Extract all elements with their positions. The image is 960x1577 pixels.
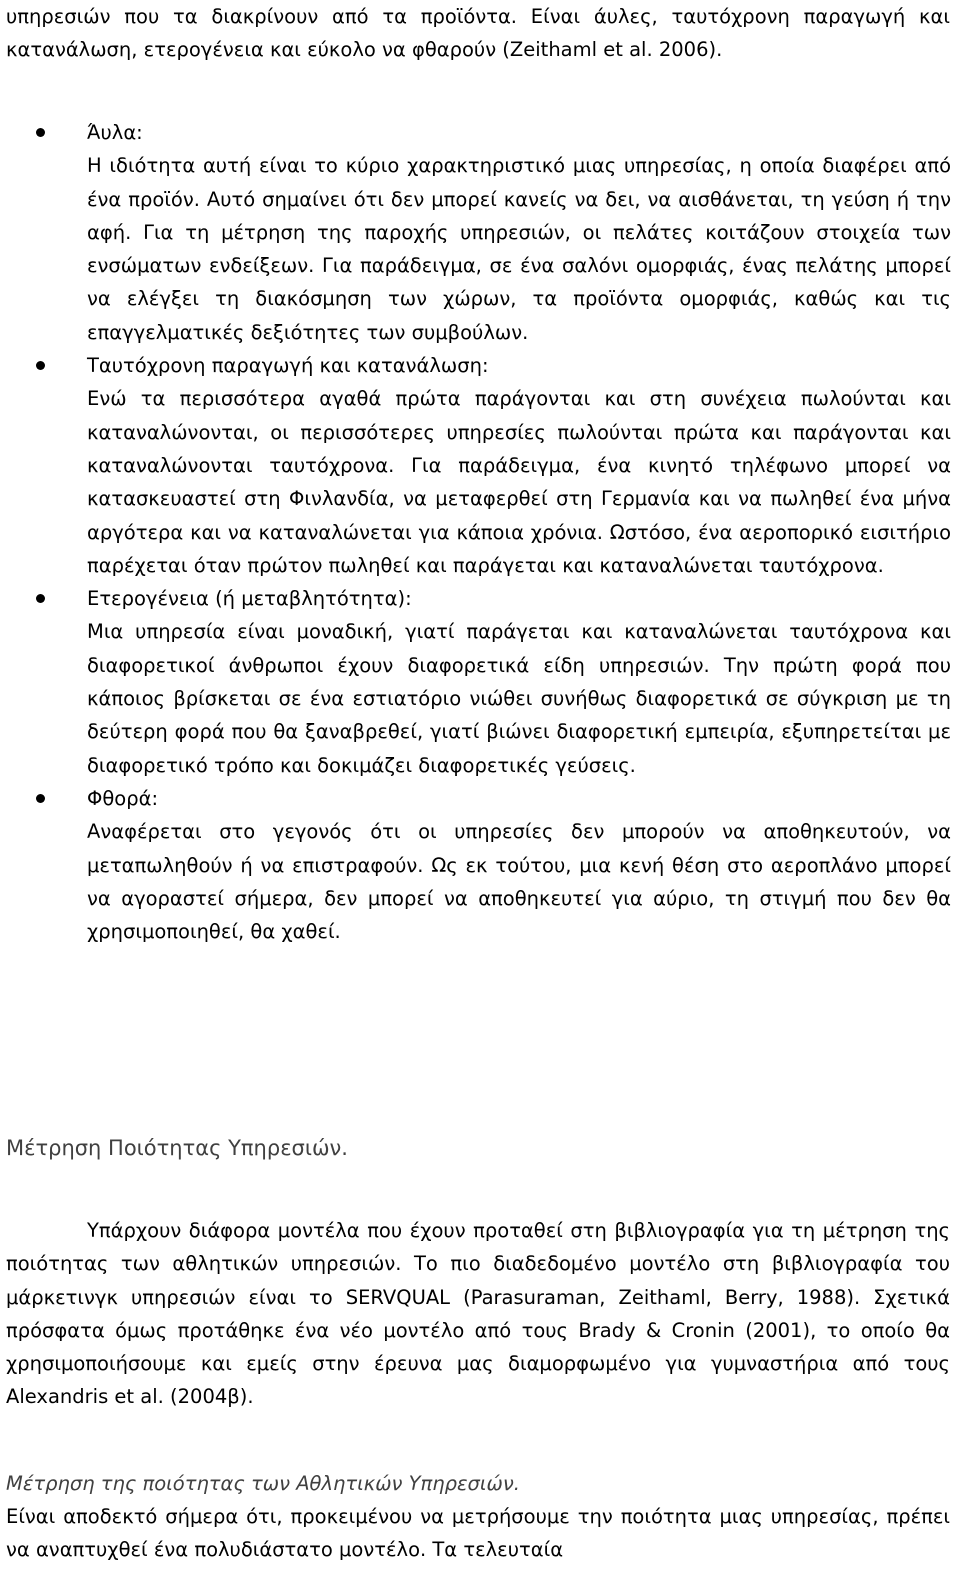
bullet-icon	[36, 594, 45, 603]
bullet-heading: Άυλα:	[87, 121, 143, 144]
final-paragraph: Είναι αποδεκτό σήμερα ότι, προκειμένου να μετρήσουμε την ποιότητα μιας υπηρεσίας, πρέπει να αναπτυχθεί ένα πολυδιάστατο μοντέλο. Τα τελευταία	[6, 1505, 950, 1562]
section-paragraph: Υπάρχουν διάφορα μοντέλα που έχουν προταθεί στη βιβλιογραφία για τη μέτρηση της ποιότητας των αθλητικών υπηρεσιών. Το πιο διαδεδομένο μοντέλο στη βιβλιογραφία του μάρκετινγκ υπηρεσιών είναι το SERVQUAL (Parasuraman, Zeithaml, Berry, 1988). Σχετικά πρόσφατα όμως προτάθηκε ένα νέο μοντέλο από τους Brady & Cronin (2001), το οποίο θα χρησιμοποιήσουμε και εμείς στην έρευνα μας διαμορφωμένο για γυμναστήρια από τους Alexandris et al. (2004β).	[6, 1219, 950, 1409]
section-heading: Μέτρηση Ποιότητας Υπηρεσιών.	[6, 1136, 348, 1160]
bullet-body: Ενώ τα περισσότερα αγαθά πρώτα παράγονται και στη συνέχεια πωλούνται και καταναλώνονται, οι περισσότερες υπηρεσίες πωλούνται πρώτα και παράγονται και καταναλώνονται ταυτόχρονα. Για παράδειγμα, ένα κινητό τηλέφωνο μπορεί να κατασκευαστεί στη Φινλανδία, να μεταφερθεί στη Γερμανία και να πωληθεί ένα μήνα αργότερα και να καταναλώνεται για κάποια χρόνια. Ωστόσο, ένα αεροπορικό εισιτήριο παρέχεται όταν πρώτον πωληθεί και παράγεται και καταναλώνεται ταυτόχρονα.	[87, 387, 951, 577]
intro-paragraph: υπηρεσιών που τα διακρίνουν από τα προϊόντα. Είναι άυλες, ταυτόχρονη παραγωγή και κατανάλωση, ετερογένεια και εύκολο να φθαρούν (Zeithaml et al. 2006).	[6, 5, 950, 62]
bullet-heading: Ταυτόχρονη παραγωγή και κατανάλωση:	[87, 354, 489, 378]
list-item	[0, 582, 951, 782]
list-item	[0, 782, 951, 948]
bullet-heading: Ετερογένεια (ή μεταβλητότητα):	[87, 587, 412, 611]
bullet-body: Η ιδιότητα αυτή είναι το κύριο χαρακτηριστικό μιας υπηρεσίας, η οποία διαφέρει από ένα προϊόν. Αυτό σημαίνει ότι δεν μπορεί κανείς να δει, να αισθάνεται, τη γεύση ή την αφή. Για τη μέτρηση της παροχής υπηρεσιών, οι πελάτες κοιτάζουν στοιχεία των ενσώματων ενδείξεων. Για παράδειγμα, σε ένα σαλόνι ομορφιάς, ένας πελάτης μπορεί να ελέγξει τη διακόσμηση των χώρων, τα προϊόντα ομορφιάς, καθώς και τις επαγγελματικές δεξιότητες των συμβούλων.	[87, 154, 951, 344]
bullet-body: Αναφέρεται στο γεγονός ότι οι υπηρεσίες δεν μπορούν να αποθηκευτούν, να μεταπωληθούν ή να επιστραφούν. Ως εκ τούτου, μια κενή θέση στο αεροπλάνο μπορεί να αγοραστεί σήμερα, δεν μπορεί να αποθηκευτεί για αύριο, τη στιγμή που δεν θα χρησιμοποιηθεί, θα χαθεί.	[87, 820, 951, 944]
list-item	[0, 116, 951, 349]
bullet-icon	[36, 794, 45, 803]
bullet-icon	[36, 128, 45, 137]
subsection-heading: Μέτρηση της ποιότητας των Αθλητικών Υπηρεσιών.	[6, 1472, 520, 1495]
bullet-heading: Φθορά:	[87, 786, 159, 810]
bullet-body: Μια υπηρεσία είναι μοναδική, γιατί παράγεται και καταναλώνεται ταυτόχρονα και διαφορετικοί άνθρωποι έχουν διαφορετικά είδη υπηρεσιών. Την πρώτη φορά που κάποιος βρίσκεται σε ένα εστιατόριο νιώθει συνήθως διαφορετικά σε σύγκριση με τη δεύτερη φορά που θα ξαναβρεθεί, γιατί βιώνει διαφορετική εμπειρία, εξυπηρετείται με διαφορετικό τρόπο και δοκιμάζει διαφορετικές γεύσεις.	[87, 620, 951, 777]
bullet-icon	[36, 361, 45, 370]
list-item	[0, 349, 951, 582]
characteristics-list	[0, 116, 960, 948]
